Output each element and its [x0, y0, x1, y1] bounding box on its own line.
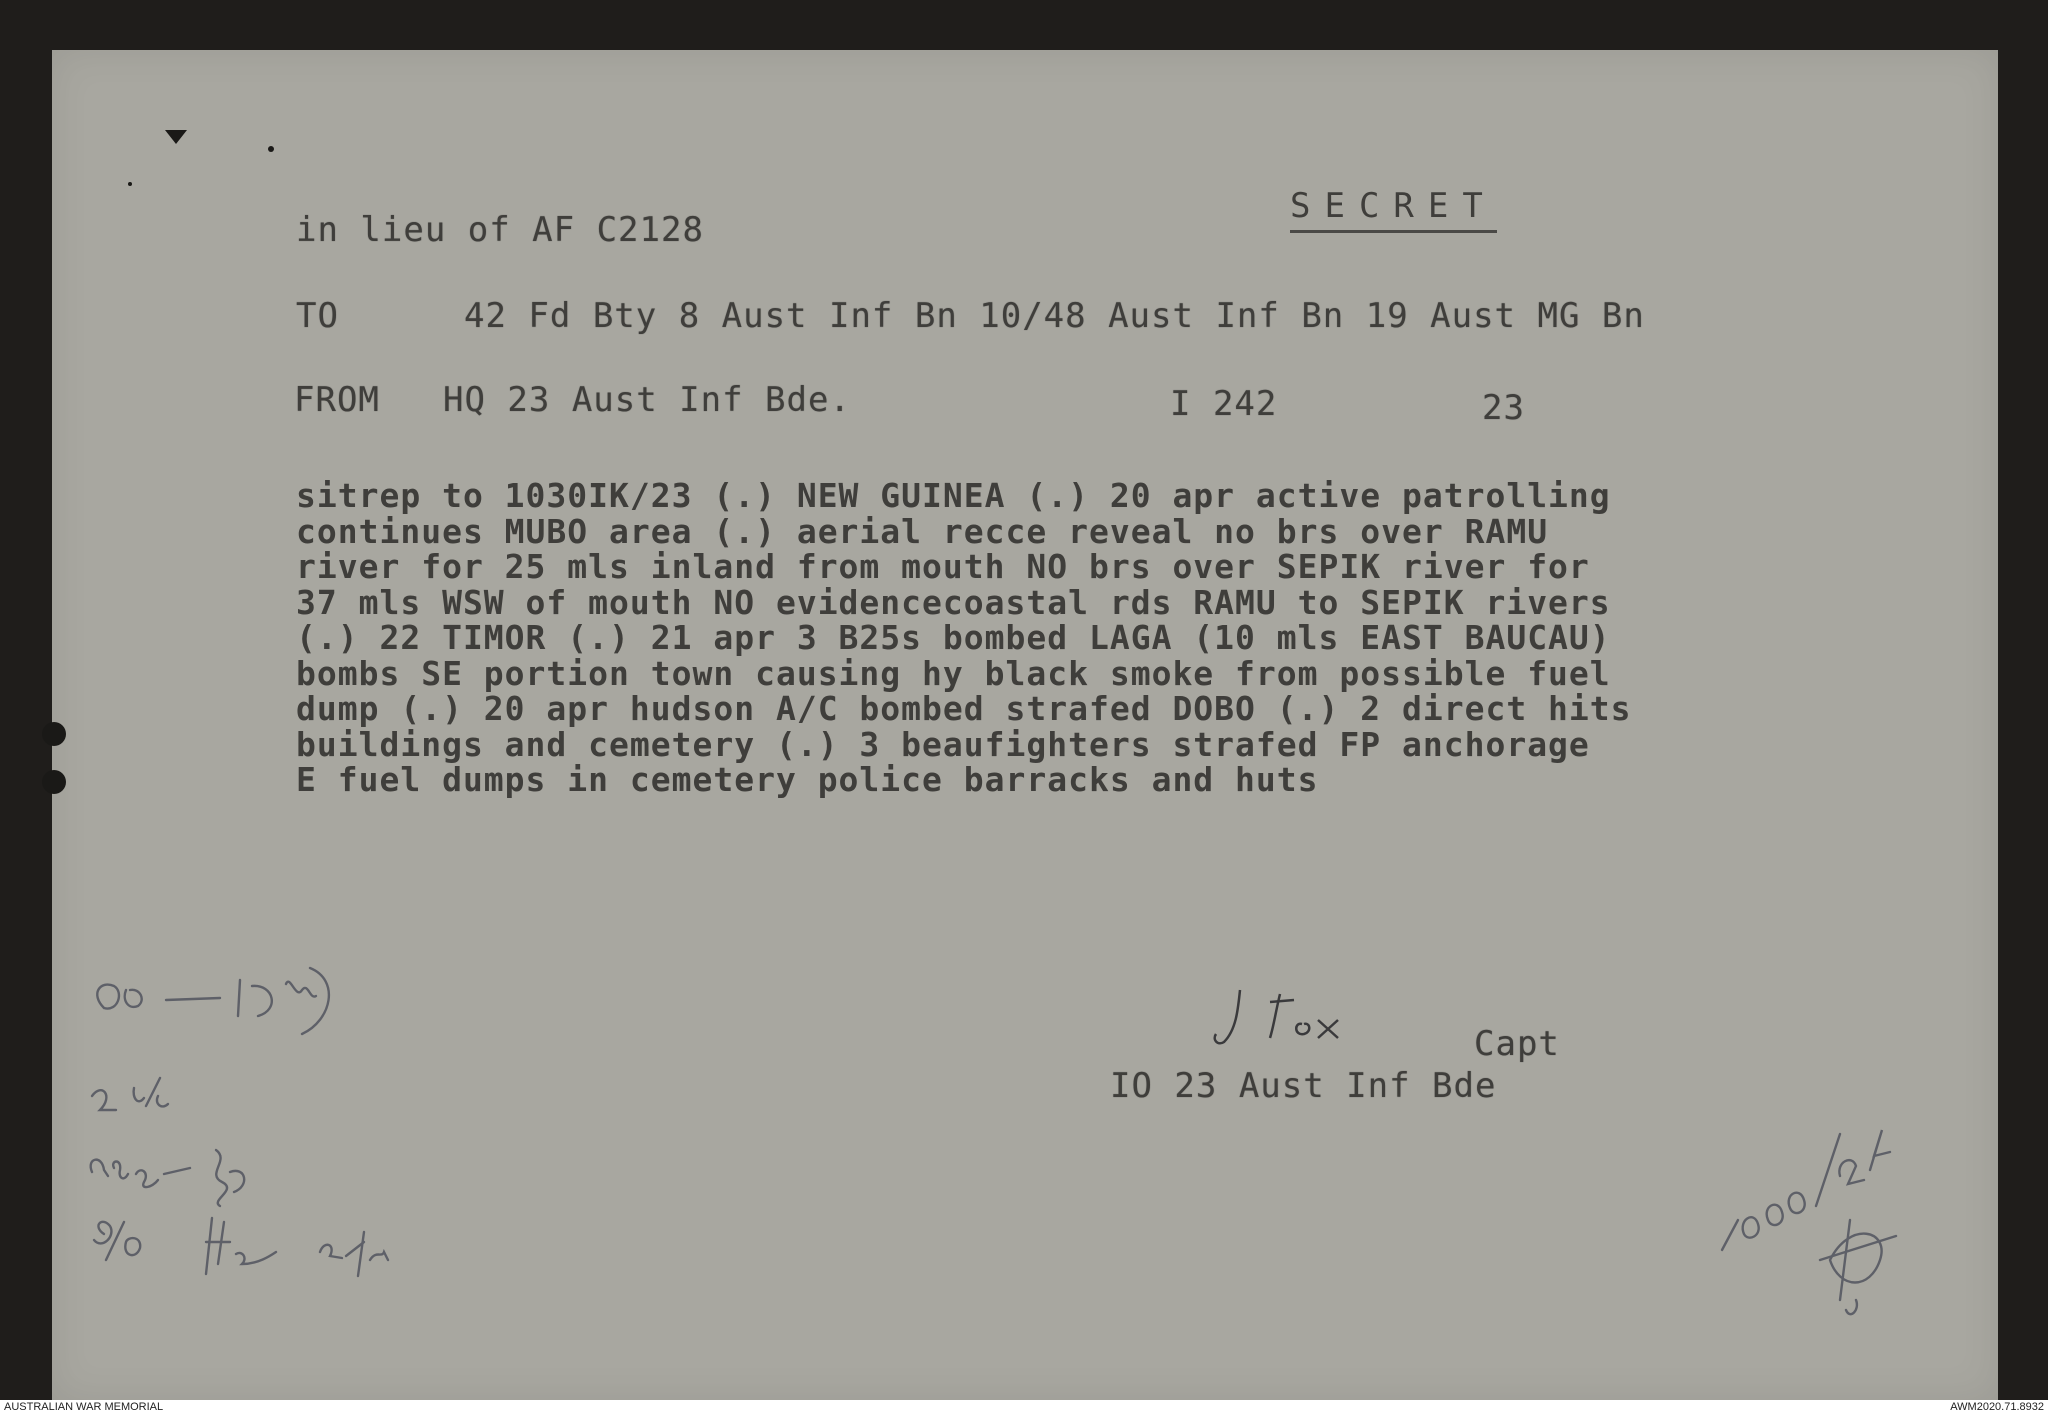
punch-hole-bottom: [42, 770, 66, 794]
to-label: TO: [296, 296, 339, 336]
message-body: [296, 478, 1856, 798]
signature-unit: IO 23 Aust Inf Bde: [1110, 1066, 1497, 1106]
signature-rank: Capt: [1474, 1024, 1560, 1064]
body-line: bombs SE portion town causing hy black smoke from possible fuel: [296, 653, 1611, 693]
footer-catalogue-id: AWM2020.71.8932: [1950, 1401, 2044, 1413]
body-line: buildings and cemetery (.) 3 beaufighters strafed FP anchorage: [296, 724, 1590, 764]
from-sender: HQ 23 Aust Inf Bde.: [443, 380, 851, 420]
punch-hole-top: [42, 722, 66, 746]
speck: [128, 182, 132, 186]
body-line: continues MUBO area (.) aerial recce reveal no brs over RAMU: [296, 511, 1549, 551]
body-line: river for 25 mls inland from mouth NO brs over SEPIK river for: [296, 547, 1590, 586]
reference-date: 23: [1482, 388, 1525, 428]
body-line: sitrep to 1030IK/23 (.) NEW GUINEA (.) 20 apr active patrolling: [296, 476, 1611, 515]
from-label: FROM: [294, 380, 380, 420]
pencil-annotations: [80, 960, 460, 1330]
footer-bar: [0, 1400, 2048, 1415]
form-reference: in lieu of AF C2128: [296, 210, 704, 250]
speck: [268, 146, 274, 152]
body-line: dump (.) 20 apr hudson A/C bombed strafed DOBO (.) 2 direct hits: [296, 689, 1632, 728]
handwritten-signature: [1210, 980, 1410, 1060]
body-line: E fuel dumps in cemetery police barracks and huts: [296, 760, 1319, 799]
to-addressees: 42 Fd Bty 8 Aust Inf Bn 10/48 Aust Inf Bn 19 Aust MG Bn: [464, 296, 1645, 336]
pencil-notation-right: [1700, 1110, 1920, 1340]
classification-heading: SECRET: [1290, 186, 1497, 233]
body-line: 37 mls WSW of mouth NO evidencecoastal rds RAMU to SEPIK rivers: [296, 582, 1611, 622]
ink-mark: [165, 130, 187, 144]
footer-source: AUSTRALIAN WAR MEMORIAL: [4, 1401, 164, 1413]
body-line: (.) 22 TIMOR (.) 21 apr 3 B25s bombed LAGA (10 mls EAST BAUCAU): [296, 618, 1611, 657]
reference-number: I 242: [1170, 384, 1278, 424]
